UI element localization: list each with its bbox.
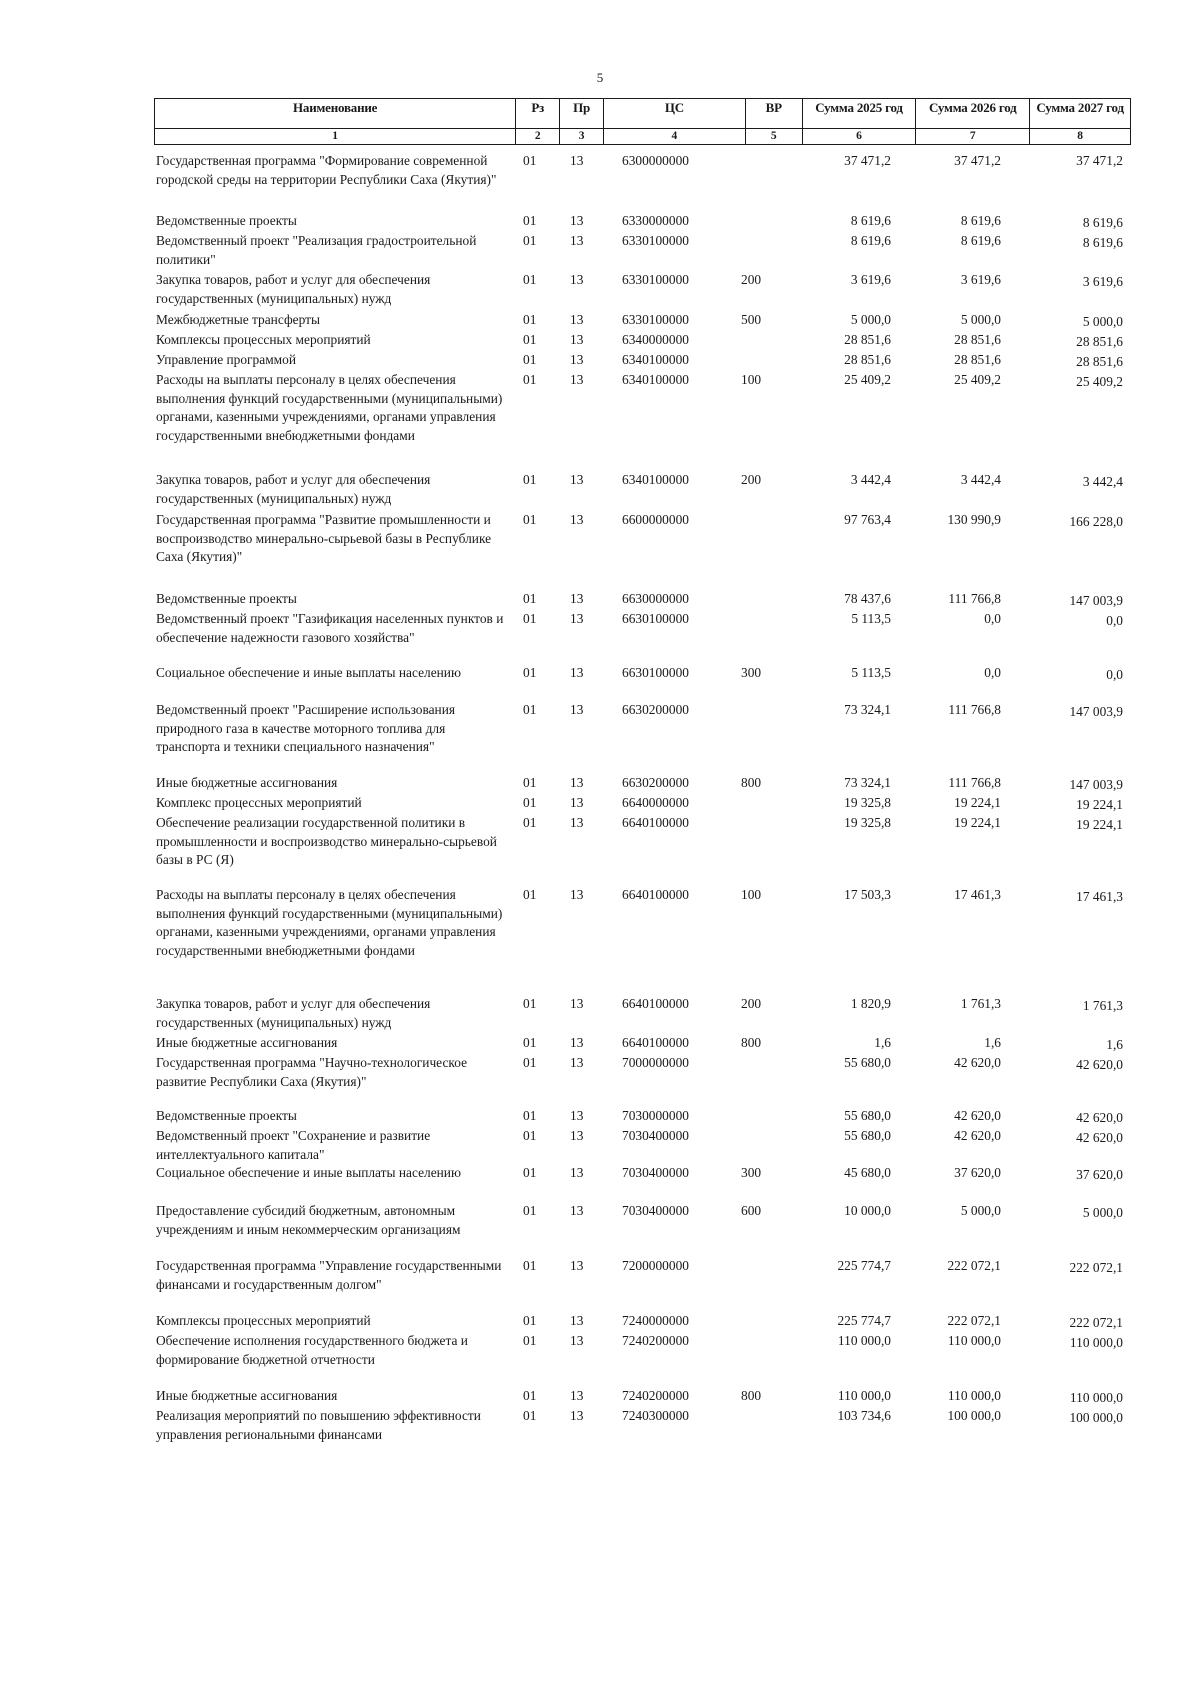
cell-name: Комплексы процессных мероприятий [156, 1313, 371, 1328]
cell-sum-2027: 1 761,3 [1082, 998, 1123, 1013]
cell-cs: 6640100000 [622, 1035, 689, 1050]
cell-pr: 13 [570, 702, 584, 717]
cell-pr: 13 [570, 1035, 584, 1050]
cell-pr: 13 [570, 887, 584, 902]
cell-sum-2026: 130 990,9 [947, 512, 1001, 527]
cell-sum-2027: 147 003,9 [1069, 777, 1123, 792]
cell-sum-2026: 25 409,2 [954, 372, 1001, 387]
cell-sum-2027: 222 072,1 [1069, 1315, 1123, 1330]
header-cell-sum-2027 [1030, 99, 1130, 144]
header-cell-cs [604, 99, 746, 144]
cell-rz: 01 [523, 1258, 537, 1273]
cell-sum-2026: 8 619,6 [960, 233, 1001, 248]
cell-sum-2026: 5 000,0 [960, 1203, 1001, 1218]
cell-sum-2027: 110 000,0 [1069, 1335, 1123, 1350]
cell-sum-2027: 100 000,0 [1069, 1410, 1123, 1425]
cell-sum-2025: 73 324,1 [844, 702, 891, 717]
cell-vr: 800 [741, 1035, 762, 1050]
cell-cs: 6640000000 [622, 795, 689, 810]
cell-vr: 500 [741, 312, 762, 327]
cell-cs: 7030400000 [622, 1128, 689, 1143]
cell-rz: 01 [523, 372, 537, 387]
cell-rz: 01 [523, 153, 537, 168]
cell-sum-2026: 37 620,0 [954, 1165, 1001, 1180]
cell-sum-2025: 55 680,0 [844, 1128, 891, 1143]
cell-cs: 7030000000 [622, 1108, 689, 1123]
cell-rz: 01 [523, 611, 537, 626]
cell-rz: 01 [523, 332, 537, 347]
cell-name: Социальное обеспечение и иные выплаты населению [156, 1165, 461, 1180]
cell-cs: 6640100000 [622, 887, 689, 902]
cell-pr: 13 [570, 591, 584, 606]
cell-cs: 6340100000 [622, 352, 689, 367]
cell-sum-2025: 5 113,5 [851, 665, 891, 680]
cell-sum-2027: 19 224,1 [1076, 817, 1123, 832]
cell-sum-2027: 5 000,0 [1082, 314, 1123, 329]
cell-sum-2025: 55 680,0 [844, 1055, 891, 1070]
cell-sum-2027: 8 619,6 [1082, 235, 1123, 250]
cell-sum-2026: 42 620,0 [954, 1128, 1001, 1143]
cell-rz: 01 [523, 887, 537, 902]
cell-name: Межбюджетные трансферты [156, 312, 320, 327]
cell-sum-2027: 42 620,0 [1076, 1057, 1123, 1072]
cell-sum-2025: 8 619,6 [850, 213, 891, 228]
cell-sum-2027: 42 620,0 [1076, 1110, 1123, 1125]
header-label: ВР [765, 100, 782, 115]
cell-sum-2026: 0,0 [984, 665, 1001, 680]
cell-sum-2025: 110 000,0 [837, 1333, 891, 1348]
cell-name: Ведомственный проект "Расширение использования природного газа в качестве моторного топлива для транспорта и техники специального назначения" [156, 702, 456, 754]
cell-rz: 01 [523, 512, 537, 527]
cell-pr: 13 [570, 1258, 584, 1273]
cell-pr: 13 [570, 1165, 584, 1180]
cell-sum-2025: 73 324,1 [844, 775, 891, 790]
header-cell-sum-2026 [916, 99, 1030, 144]
cell-sum-2026: 19 224,1 [954, 815, 1001, 830]
cell-sum-2026: 1 761,3 [960, 996, 1001, 1011]
cell-rz: 01 [523, 272, 537, 287]
cell-cs: 6340100000 [622, 372, 689, 387]
cell-pr: 13 [570, 153, 584, 168]
cell-pr: 13 [570, 1333, 584, 1348]
cell-pr: 13 [570, 332, 584, 347]
cell-pr: 13 [570, 1408, 584, 1423]
cell-cs: 6630200000 [622, 775, 689, 790]
cell-vr: 800 [741, 775, 762, 790]
cell-rz: 01 [523, 795, 537, 810]
cell-rz: 01 [523, 312, 537, 327]
cell-sum-2027: 147 003,9 [1069, 593, 1123, 608]
cell-rz: 01 [523, 1313, 537, 1328]
cell-sum-2027: 5 000,0 [1082, 1205, 1123, 1220]
cell-sum-2026: 28 851,6 [954, 332, 1001, 347]
cell-name: Комплекс процессных мероприятий [156, 795, 362, 810]
cell-cs: 7200000000 [622, 1258, 689, 1273]
cell-sum-2025: 10 000,0 [844, 1203, 891, 1218]
header-label: Пр [573, 100, 591, 115]
cell-sum-2025: 110 000,0 [837, 1388, 891, 1403]
cell-name: Ведомственный проект "Газификация населенных пунктов и обеспечение надежности газового хозяйства" [156, 611, 504, 645]
column-number: 4 [604, 128, 745, 144]
cell-sum-2025: 19 325,8 [844, 795, 891, 810]
cell-sum-2027: 3 442,4 [1082, 474, 1123, 489]
column-number: 1 [155, 128, 515, 144]
cell-cs: 6340000000 [622, 332, 689, 347]
cell-sum-2025: 103 734,6 [837, 1408, 891, 1423]
cell-rz: 01 [523, 1108, 537, 1123]
cell-vr: 300 [741, 665, 762, 680]
cell-name: Ведомственный проект "Сохранение и развитие интеллектуального капитала" [156, 1128, 431, 1162]
cell-cs: 6300000000 [622, 153, 689, 168]
cell-name: Закупка товаров, работ и услуг для обеспечения государственных (муниципальных) нужд [156, 272, 431, 306]
cell-sum-2027: 0,0 [1106, 613, 1123, 628]
cell-sum-2025: 37 471,2 [844, 153, 891, 168]
column-number: 3 [560, 128, 603, 144]
column-number: 6 [803, 128, 916, 144]
cell-name: Закупка товаров, работ и услуг для обеспечения государственных (муниципальных) нужд [156, 996, 431, 1030]
cell-name: Государственная программа "Развитие промышленности и воспроизводство минерально-сырьевой базы в Республике Саха (Якутия)" [156, 512, 492, 564]
header-label: ЦС [664, 100, 684, 115]
cell-sum-2025: 3 619,6 [850, 272, 891, 287]
cell-rz: 01 [523, 1055, 537, 1070]
cell-name: Ведомственные проекты [156, 1108, 297, 1123]
cell-pr: 13 [570, 1055, 584, 1070]
cell-rz: 01 [523, 1408, 537, 1423]
cell-vr: 200 [741, 272, 762, 287]
cell-cs: 7030400000 [622, 1203, 689, 1218]
cell-rz: 01 [523, 591, 537, 606]
header-label: Наименование [292, 100, 378, 115]
page-number: 5 [596, 70, 604, 85]
cell-pr: 13 [570, 352, 584, 367]
cell-rz: 01 [523, 1203, 537, 1218]
cell-sum-2027: 37 620,0 [1076, 1167, 1123, 1182]
cell-cs: 7240200000 [622, 1333, 689, 1348]
cell-sum-2026: 110 000,0 [947, 1388, 1001, 1403]
cell-cs: 7240300000 [622, 1408, 689, 1423]
cell-cs: 6600000000 [622, 512, 689, 527]
cell-pr: 13 [570, 815, 584, 830]
cell-name: Реализация мероприятий по повышению эффективности управления региональными финансами [156, 1408, 481, 1442]
cell-rz: 01 [523, 1333, 537, 1348]
header-cell-sum-2025 [803, 99, 917, 144]
cell-sum-2026: 42 620,0 [954, 1108, 1001, 1123]
cell-sum-2027: 17 461,3 [1076, 889, 1123, 904]
header-label: Рз [531, 100, 545, 115]
cell-sum-2027: 28 851,6 [1076, 334, 1123, 349]
cell-sum-2027: 8 619,6 [1082, 215, 1123, 230]
cell-name: Социальное обеспечение и иные выплаты населению [156, 665, 461, 680]
cell-pr: 13 [570, 312, 584, 327]
cell-sum-2027: 19 224,1 [1076, 797, 1123, 812]
cell-vr: 300 [741, 1165, 762, 1180]
cell-rz: 01 [523, 1165, 537, 1180]
column-number: 5 [746, 128, 802, 144]
cell-name: Ведомственный проект "Реализация градостроительной политики" [156, 233, 477, 267]
cell-sum-2026: 110 000,0 [947, 1333, 1001, 1348]
cell-pr: 13 [570, 213, 584, 228]
cell-name: Управление программой [156, 352, 296, 367]
cell-rz: 01 [523, 775, 537, 790]
cell-sum-2025: 3 442,4 [850, 472, 891, 487]
cell-sum-2027: 166 228,0 [1069, 514, 1123, 529]
cell-sum-2027: 37 471,2 [1076, 153, 1123, 168]
header-label: Сумма 2025 год [815, 100, 903, 115]
cell-pr: 13 [570, 611, 584, 626]
cell-sum-2027: 147 003,9 [1069, 704, 1123, 719]
cell-sum-2026: 222 072,1 [947, 1258, 1001, 1273]
cell-sum-2026: 28 851,6 [954, 352, 1001, 367]
cell-rz: 01 [523, 1128, 537, 1143]
cell-cs: 6630100000 [622, 611, 689, 626]
cell-pr: 13 [570, 233, 584, 248]
cell-sum-2025: 5 000,0 [850, 312, 891, 327]
cell-sum-2026: 37 471,2 [954, 153, 1001, 168]
cell-rz: 01 [523, 702, 537, 717]
cell-sum-2026: 8 619,6 [960, 213, 1001, 228]
cell-rz: 01 [523, 815, 537, 830]
cell-sum-2025: 28 851,6 [844, 352, 891, 367]
cell-rz: 01 [523, 213, 537, 228]
cell-name: Расходы на выплаты персоналу в целях обеспечения выполнения функций государственными (муниципальными) органами, казенными учреждениями, органами управления государственными внебюджетными фондами [156, 372, 503, 443]
cell-rz: 01 [523, 665, 537, 680]
cell-name: Ведомственные проекты [156, 591, 297, 606]
column-number: 8 [1030, 128, 1130, 144]
cell-sum-2026: 19 224,1 [954, 795, 1001, 810]
cell-cs: 6330100000 [622, 272, 689, 287]
cell-sum-2025: 225 774,7 [837, 1313, 891, 1328]
cell-cs: 6330100000 [622, 233, 689, 248]
cell-sum-2027: 1,6 [1106, 1037, 1123, 1052]
cell-name: Иные бюджетные ассигнования [156, 1035, 338, 1050]
cell-name: Обеспечение исполнения государственного бюджета и формирование бюджетной отчетности [156, 1333, 468, 1367]
cell-rz: 01 [523, 352, 537, 367]
cell-pr: 13 [570, 1128, 584, 1143]
cell-sum-2026: 100 000,0 [947, 1408, 1001, 1423]
cell-sum-2025: 78 437,6 [844, 591, 891, 606]
cell-pr: 13 [570, 1388, 584, 1403]
cell-cs: 6340100000 [622, 472, 689, 487]
cell-pr: 13 [570, 372, 584, 387]
cell-sum-2025: 1,6 [874, 1035, 891, 1050]
cell-sum-2026: 222 072,1 [947, 1313, 1001, 1328]
cell-name: Предоставление субсидий бюджетным, автономным учреждениям и иным некоммерческим организациям [156, 1203, 461, 1237]
header-cell-rz [516, 99, 560, 144]
cell-sum-2026: 3 619,6 [960, 272, 1001, 287]
column-number: 7 [916, 128, 1029, 144]
cell-cs: 6330100000 [622, 312, 689, 327]
table-header [154, 98, 1131, 145]
cell-sum-2025: 19 325,8 [844, 815, 891, 830]
cell-name: Иные бюджетные ассигнования [156, 775, 338, 790]
cell-pr: 13 [570, 996, 584, 1011]
cell-sum-2027: 42 620,0 [1076, 1130, 1123, 1145]
cell-sum-2025: 1 820,9 [850, 996, 891, 1011]
cell-vr: 800 [741, 1388, 762, 1403]
cell-cs: 6640100000 [622, 815, 689, 830]
cell-sum-2025: 8 619,6 [850, 233, 891, 248]
cell-pr: 13 [570, 272, 584, 287]
cell-sum-2027: 222 072,1 [1069, 1260, 1123, 1275]
column-number: 2 [516, 128, 559, 144]
cell-name: Комплексы процессных мероприятий [156, 332, 371, 347]
cell-pr: 13 [570, 472, 584, 487]
cell-name: Расходы на выплаты персоналу в целях обеспечения выполнения функций государственными (муниципальными) органами, казенными учреждениями, органами управления государственными внебюджетными фондами [156, 887, 503, 958]
cell-name: Государственная программа "Управление государственными финансами и государственным долгом" [156, 1258, 502, 1292]
header-label: Сумма 2027 год [1036, 100, 1124, 115]
cell-sum-2027: 0,0 [1106, 667, 1123, 682]
cell-sum-2026: 111 766,8 [948, 591, 1001, 606]
cell-name: Закупка товаров, работ и услуг для обеспечения государственных (муниципальных) нужд [156, 472, 431, 506]
cell-rz: 01 [523, 996, 537, 1011]
header-cell-name [155, 99, 516, 144]
cell-cs: 6630000000 [622, 591, 689, 606]
cell-cs: 7240200000 [622, 1388, 689, 1403]
cell-sum-2026: 42 620,0 [954, 1055, 1001, 1070]
cell-vr: 100 [741, 887, 762, 902]
header-label: Сумма 2026 год [929, 100, 1017, 115]
cell-rz: 01 [523, 233, 537, 248]
cell-vr: 600 [741, 1203, 762, 1218]
cell-rz: 01 [523, 1035, 537, 1050]
cell-pr: 13 [570, 512, 584, 527]
cell-name: Государственная программа "Научно-технологическое развитие Республики Саха (Якутия)" [156, 1055, 468, 1089]
cell-sum-2027: 25 409,2 [1076, 374, 1123, 389]
cell-sum-2025: 55 680,0 [844, 1108, 891, 1123]
cell-sum-2027: 3 619,6 [1082, 274, 1123, 289]
cell-sum-2025: 28 851,6 [844, 332, 891, 347]
cell-pr: 13 [570, 795, 584, 810]
cell-pr: 13 [570, 1108, 584, 1123]
cell-sum-2025: 97 763,4 [844, 512, 891, 527]
cell-pr: 13 [570, 1313, 584, 1328]
cell-sum-2025: 5 113,5 [851, 611, 891, 626]
cell-vr: 100 [741, 372, 762, 387]
header-cell-pr [560, 99, 604, 144]
cell-sum-2025: 25 409,2 [844, 372, 891, 387]
cell-cs: 6640100000 [622, 996, 689, 1011]
cell-sum-2025: 225 774,7 [837, 1258, 891, 1273]
cell-cs: 7240000000 [622, 1313, 689, 1328]
cell-pr: 13 [570, 1203, 584, 1218]
cell-sum-2026: 1,6 [984, 1035, 1001, 1050]
cell-cs: 6630100000 [622, 665, 689, 680]
cell-cs: 6330000000 [622, 213, 689, 228]
cell-vr: 200 [741, 472, 762, 487]
cell-sum-2026: 3 442,4 [960, 472, 1001, 487]
cell-vr: 200 [741, 996, 762, 1011]
cell-sum-2026: 17 461,3 [954, 887, 1001, 902]
cell-sum-2027: 110 000,0 [1069, 1390, 1123, 1405]
cell-name: Иные бюджетные ассигнования [156, 1388, 338, 1403]
cell-sum-2026: 0,0 [984, 611, 1001, 626]
cell-sum-2025: 45 680,0 [844, 1165, 891, 1180]
cell-cs: 7000000000 [622, 1055, 689, 1070]
cell-name: Ведомственные проекты [156, 213, 297, 228]
cell-rz: 01 [523, 1388, 537, 1403]
cell-name: Обеспечение реализации государственной политики в промышленности и воспроизводство минерально-сырьевой базы в РС (Я) [156, 815, 497, 867]
cell-pr: 13 [570, 775, 584, 790]
cell-sum-2026: 111 766,8 [948, 775, 1001, 790]
cell-name: Государственная программа "Формирование современной городской среды на территории Республики Саха (Якутия)" [156, 153, 497, 187]
cell-sum-2026: 5 000,0 [960, 312, 1001, 327]
cell-sum-2027: 28 851,6 [1076, 354, 1123, 369]
cell-cs: 7030400000 [622, 1165, 689, 1180]
cell-sum-2025: 17 503,3 [844, 887, 891, 902]
cell-pr: 13 [570, 665, 584, 680]
cell-sum-2026: 111 766,8 [948, 702, 1001, 717]
cell-rz: 01 [523, 472, 537, 487]
cell-cs: 6630200000 [622, 702, 689, 717]
header-cell-vr [746, 99, 803, 144]
